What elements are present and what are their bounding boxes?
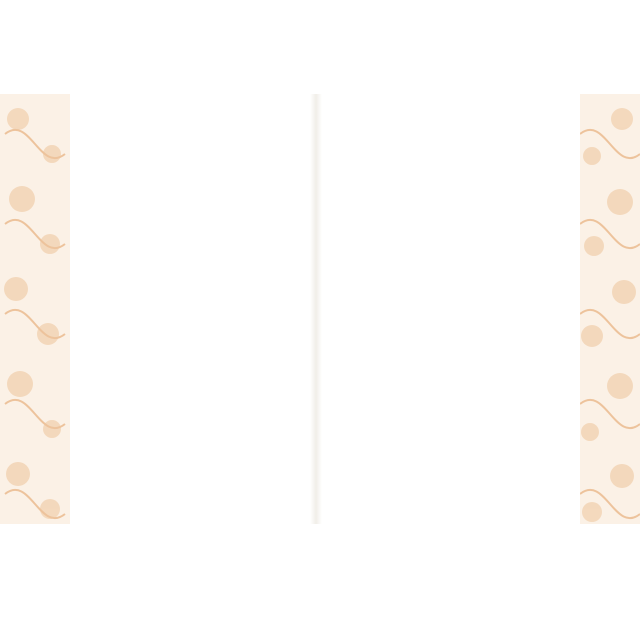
book-gutter bbox=[310, 94, 322, 524]
right-floral-band bbox=[580, 94, 640, 524]
left-floral-band bbox=[0, 94, 70, 524]
left-toc-column bbox=[116, 132, 296, 146]
left-page bbox=[70, 94, 310, 524]
right-page bbox=[322, 94, 580, 524]
preface-entry[interactable] bbox=[116, 132, 296, 146]
